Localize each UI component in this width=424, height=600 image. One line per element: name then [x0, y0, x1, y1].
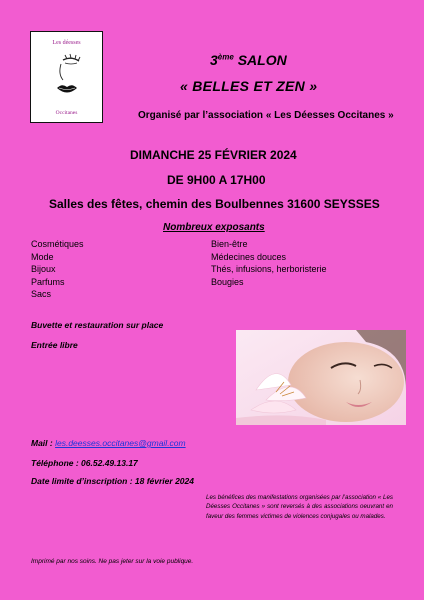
deadline-line: Date limite d’inscription : 18 février 2024	[31, 476, 194, 486]
list-item: Mode	[31, 251, 54, 262]
buvette-info: Buvette et restauration sur place	[31, 320, 164, 330]
exhibitors-left-list	[31, 238, 84, 301]
charity-note: Les bénéfices des manifestations organisées par l’association « Les Déesses Occitanes » sont reversés à des associations oeuvrant en faveur des femmes victimes de violences conjugales ou malades.	[206, 494, 393, 520]
entree-info: Entrée libre	[31, 340, 78, 350]
mail-label: Mail :	[31, 438, 56, 448]
woman-lily-photo	[236, 330, 406, 425]
edition-number: 3	[210, 52, 218, 68]
list-item: Bougies	[211, 276, 244, 287]
event-name: « BELLES ET ZEN »	[180, 78, 318, 94]
list-item: Thés, infusions, herboristerie	[211, 264, 327, 275]
mail-link[interactable]: les.deesses.occitanes@gmail.com	[55, 438, 186, 448]
list-item: Bien-être	[211, 239, 248, 249]
list-item: Sacs	[31, 289, 52, 300]
list-item: Cosmétiques	[31, 239, 84, 249]
edition-suffix: ème	[217, 52, 234, 62]
footer-note: Imprimé par nos soins. Ne pas jeter sur la voie publique.	[31, 558, 194, 565]
edition-label: SALON	[233, 52, 287, 68]
event-date: DIMANCHE 25 FÉVRIER 2024	[130, 148, 297, 162]
logo-bottom-text: Occitanes	[55, 110, 78, 116]
list-item: Bijoux	[31, 264, 56, 275]
list-item: Médecines douces	[211, 251, 287, 262]
mail-line	[31, 438, 186, 448]
list-item: Parfums	[31, 276, 65, 287]
edition-title	[210, 52, 287, 68]
logo-top-text: Les déesses	[52, 40, 81, 46]
organizer-line: Organisé par l’association « Les Déesses Occitanes »	[138, 110, 394, 121]
event-hours: DE 9H00 A 17H00	[167, 173, 266, 187]
face-logo-icon	[45, 52, 91, 104]
exhibitors-heading: Nombreux exposants	[163, 222, 265, 233]
association-logo	[30, 31, 103, 123]
exhibitors-right-list	[211, 238, 327, 288]
phone-line: Téléphone : 06.52.49.13.17	[31, 458, 138, 468]
event-location: Salles des fêtes, chemin des Boulbennes 31600 SEYSSES	[49, 197, 380, 211]
